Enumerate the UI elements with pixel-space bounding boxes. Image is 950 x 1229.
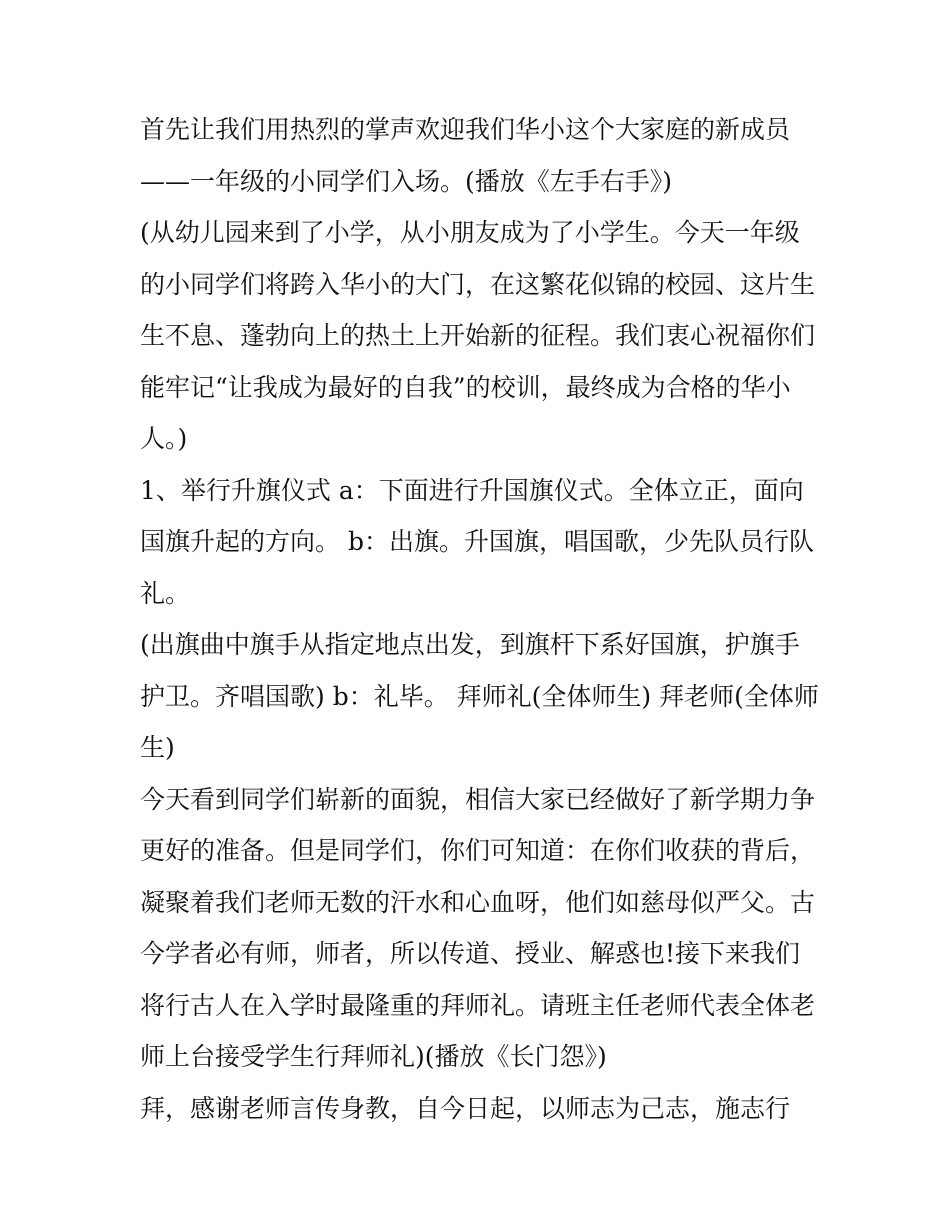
- text-line: 将行古人在入学时最隆重的拜师礼。请班主任老师代表全体老: [140, 990, 816, 1020]
- text-line: 的小同学们将跨入华小的大门，在这繁花似锦的校园、这片生: [140, 269, 816, 299]
- text-line: 国旗升起的方向。 b：出旗。升国旗，唱国歌，少先队员行队: [140, 527, 814, 556]
- text-line: 护卫。齐唱国歌) b：礼毕。 拜师礼(全体师生) 拜老师(全体师: [140, 681, 819, 711]
- text-line: 凝聚着我们老师无数的汗水和心血呀，他们如慈母似严父。古: [140, 887, 816, 917]
- document-body: [140, 104, 820, 1134]
- text-line: 师上台接受学生行拜师礼)(播放《长门怨》): [140, 1042, 607, 1071]
- text-line: 拜，感谢老师言传身教，自今日起，以师志为己志，施志行: [140, 1093, 791, 1123]
- text-line: 礼。: [140, 578, 191, 608]
- text-line: (从幼儿园来到了小学，从小朋友成为了小学生。今天一年级: [140, 218, 800, 247]
- text-line: (出旗曲中旗手从指定地点出发，到旗杆下系好国旗，护旗手: [140, 630, 800, 659]
- text-line: 生不息、蓬勃向上的热土上开始新的征程。我们衷心祝福你们: [140, 321, 816, 350]
- text-line: 更好的准备。但是同学们，你们可知道：在你们收获的背后，: [140, 836, 816, 865]
- text-line: 今学者必有师，师者，所以传道、授业、解惑也!接下来我们: [140, 939, 801, 968]
- text-line: 首先让我们用热烈的掌声欢迎我们华小这个大家庭的新成员: [140, 115, 791, 144]
- text-line: 1、举行升旗仪式 a：下面进行升国旗仪式。全体立正，面向: [140, 475, 804, 505]
- text-line: 人。): [140, 424, 188, 453]
- text-line: 生): [140, 733, 175, 762]
- text-line: 今天看到同学们崭新的面貌，相信大家已经做好了新学期力争: [140, 784, 816, 814]
- text-line: 能牢记“让我成为最好的自我”的校训，最终成为合格的华小: [140, 372, 791, 402]
- text-line: ——一年级的小同学们入场。(播放《左手右手》): [140, 166, 673, 196]
